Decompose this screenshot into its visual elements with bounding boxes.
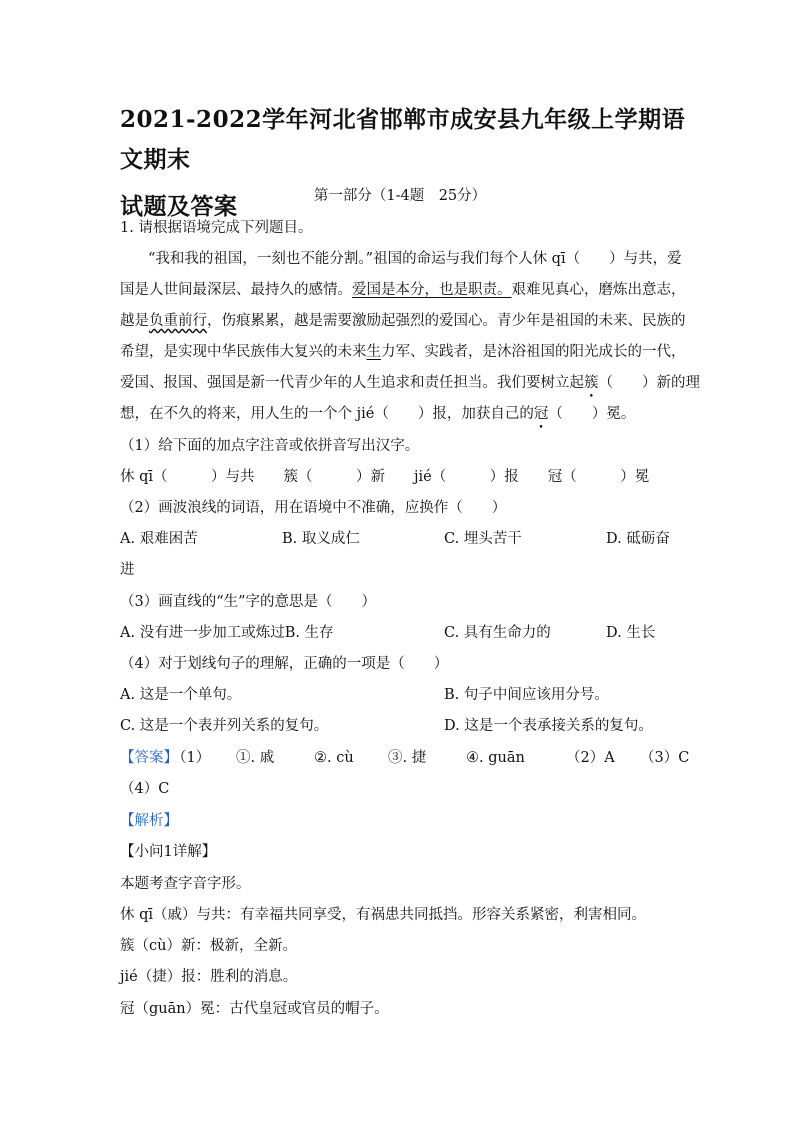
subq-3-options	[120, 623, 680, 643]
passage-line-2: 国是人世间最深层、最持久的感情。爱国是本分，也是职责。艰难见真心，磨炼出意志，	[120, 282, 686, 298]
passage-line-4: 希望，是实现中华民族伟大复兴的未来生力军、实践者，是沐浴祖国的阳光成长的一代，	[120, 344, 686, 360]
underlined-char: 生	[366, 344, 381, 360]
wavy-phrase: 负重前行	[149, 313, 207, 329]
question-prompt: 1. 请根据语境完成下列题目。	[120, 220, 313, 236]
subq-2: （2）画波浪线的词语，用在语境中不准确，应换作（ ）	[120, 500, 507, 516]
subq-4-options-row2	[120, 716, 680, 736]
answer-part-1: （1）	[172, 750, 211, 766]
dotted-char: 冠	[533, 406, 549, 422]
answer-part-3: （3）C	[640, 750, 690, 766]
answer-label: 【答案】	[120, 750, 178, 766]
subq-3: （3）画直线的“生”字的意思是（ ）	[120, 594, 377, 610]
passage-line-5: 爱国、报国、强国是新一代青少年的人生追求和责任担当。我们要树立起簇（ ）新的理	[120, 375, 700, 391]
answer-row	[120, 748, 690, 768]
passage-line-1: “我和我的祖国，一刻也不能分割。”祖国的命运与我们每个人休 qī（ ）与共，爱	[148, 251, 682, 267]
analysis-line-5: 冠（guān）冕：古代皇冠或官员的帽子。	[120, 1001, 389, 1017]
passage-line-3: 越是负重前行，伤痕累累，越是需要激励起强烈的爱国心。青少年是祖国的未来、民族的	[120, 313, 686, 329]
dotted-char: 簇	[584, 375, 599, 391]
title-line-2: 试题及答案	[120, 193, 238, 220]
subq-1-blanks: 休 qī（ ）与共 簇（ ）新 jié（ ）报 冠（ ）冕	[120, 469, 650, 485]
option-b: B. 取义成仁	[282, 531, 360, 547]
page-title	[120, 100, 690, 227]
option-c: C. 埋头苦干	[444, 531, 522, 547]
answer-item-3: ③. 捷	[388, 750, 427, 766]
option-a: A. 艰难困苦	[120, 531, 198, 547]
underlined-sentence: 爱国是本分，也是职责。	[352, 282, 512, 298]
option-d: D. 砥砺奋	[606, 531, 670, 547]
subq-4-options-row1	[120, 685, 680, 705]
passage-line-6: 想，在不久的将来，用人生的一个个 jié（ ）报，加获自己的冠（ ）冕。	[120, 406, 636, 422]
option-d-wrap: 进	[120, 562, 135, 578]
subq-1: （1）给下面的加点字注音或依拼音写出汉字。	[120, 438, 420, 454]
answer-item-1: ①. 戚	[236, 750, 275, 766]
option-b: B. 句子中间应该用分号。	[444, 687, 609, 703]
option-c: C. 这是一个表并列关系的复句。	[120, 718, 329, 734]
option-c: C. 具有生命力的	[444, 625, 551, 641]
analysis-line-2: 休 qī（戚）与共：有幸福共同享受，有祸患共同抵挡。形容关系紧密，利害相同。	[120, 907, 647, 923]
answer-part-4: （4）C	[120, 781, 170, 797]
analysis-line-3: 簇（cù）新：极新，全新。	[120, 938, 297, 954]
option-a: A. 这是一个单句。	[120, 687, 242, 703]
detail-heading: 【小问1详解】	[120, 844, 217, 860]
analysis-line-4: jié（捷）报：胜利的消息。	[120, 969, 298, 985]
option-d: D. 这是一个表承接关系的复句。	[444, 718, 653, 734]
answer-part-2: （2）A	[566, 750, 615, 766]
option-a: A. 没有进一步加工或炼过B. 生存	[120, 625, 334, 641]
subq-2-options	[120, 529, 680, 549]
analysis-label: 【解析】	[120, 813, 178, 829]
section-heading: 第一部分（1-4题 25分）	[313, 188, 487, 204]
option-d: D. 生长	[606, 625, 656, 641]
answer-item-4: ④. guān	[466, 750, 525, 766]
title-line-1: 2021-2022学年河北省邯郸市成安县九年级上学期语文期末	[120, 106, 686, 173]
answer-item-2: ②. cù	[314, 750, 354, 766]
subq-4: （4）对于划线句子的理解，正确的一项是（ ）	[120, 656, 449, 672]
analysis-line-1: 本题考查字音字形。	[120, 876, 251, 892]
